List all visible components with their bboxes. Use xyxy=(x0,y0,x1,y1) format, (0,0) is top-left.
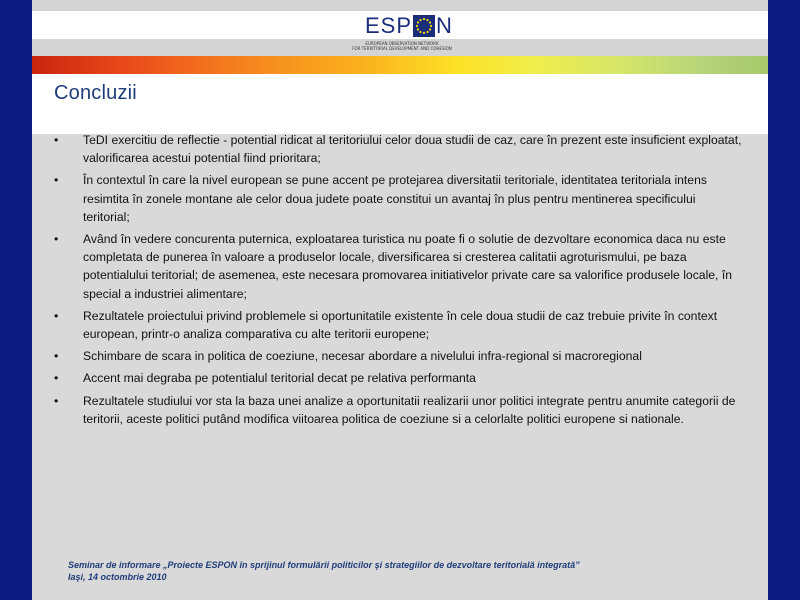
logo-text-left: ESP xyxy=(365,13,413,38)
logo-text-right: N xyxy=(436,13,453,38)
list-item-text: Rezultatele studiului vor sta la baza unei analize a oportunitatii realizarii unor politici integrate pentru anumite categorii de teritorii, aceste politici putând modifica viitoarea politica de coeziune si a celorlalte politici europene si nationale. xyxy=(83,393,736,426)
list-item-text: În contextul în care la nivel european se pune accent pe protejarea diversitatii teritoriale, identitatea teritoriala intens resimtita în zonele montane ale celor doua judete poate constitui un avantaj în plus pentru mentinerea specificului teritorial; xyxy=(83,173,707,224)
list-item-text: Având în vedere concurenta puternica, exploatarea turistica nu poate fi o solutie de dezvoltare economica daca nu este completata de punerea în valoare a produselor locale, diversificarea si cresterea calitatii agroturismului, pe baza potentialului teritorial; de asemenea, este necesara promovarea initiativelor private care sa valorifice produsele locale, în special a industriei alimentare; xyxy=(83,232,732,301)
footer-line1: Seminar de informare „Proiecte ESPON în sprijinul formulării politicilor şi strategiilor de dezvoltare teritorială integrată” xyxy=(68,560,580,570)
bullet-icon: • xyxy=(54,393,59,408)
list-item xyxy=(54,392,744,428)
logo-subtitle-line2: FOR TERRITORIAL DEVELOPMENT AND COHESION xyxy=(352,46,452,51)
footer xyxy=(68,559,668,583)
logo-subtitle xyxy=(332,41,472,51)
bullet-icon: • xyxy=(54,308,59,323)
espon-logo xyxy=(365,12,453,40)
eu-stars-icon xyxy=(413,15,435,37)
bullet-icon: • xyxy=(54,349,59,364)
bullet-icon: • xyxy=(54,371,59,386)
color-spectrum-band xyxy=(32,56,768,74)
list-item xyxy=(54,230,744,303)
bullet-icon: • xyxy=(54,133,59,147)
bullet-icon: • xyxy=(54,232,59,247)
list-item-text: Schimbare de scara in politica de coeziune, necesar abordare a nivelului infra-regional si macroregional xyxy=(83,349,642,364)
bullet-list xyxy=(54,131,744,432)
slide xyxy=(32,0,768,600)
logo-subtitle-line1: EUROPEAN OBSERVATION NETWORK xyxy=(365,41,439,46)
slide-title: Concluzii xyxy=(54,82,137,104)
bullet-icon: • xyxy=(54,173,59,188)
list-item xyxy=(54,171,744,226)
list-item-text: Accent mai degraba pe potentialul teritorial decat pe relativa performanta xyxy=(83,371,476,386)
list-item xyxy=(54,347,744,365)
list-item-text: TeDI exercitiu de reflectie - potential ridicat al teritoriului celor doua studii de caz, care în prezent este insuficient exploatat, valorificarea acestui potential fiind prioritara; xyxy=(83,133,742,166)
top-strip xyxy=(32,0,768,11)
list-item xyxy=(54,131,744,167)
list-item-text: Rezultatele proiectului privind problemele si oportunitatile existente în cele doua studii de caz trebuie privite în context european, printr-o analiza comparativa cu alte teritorii europene; xyxy=(83,308,718,342)
list-item xyxy=(54,307,744,343)
list-item xyxy=(54,369,744,387)
title-band xyxy=(32,74,768,134)
footer-line2: Iaşi, 14 octombrie 2010 xyxy=(68,572,167,582)
